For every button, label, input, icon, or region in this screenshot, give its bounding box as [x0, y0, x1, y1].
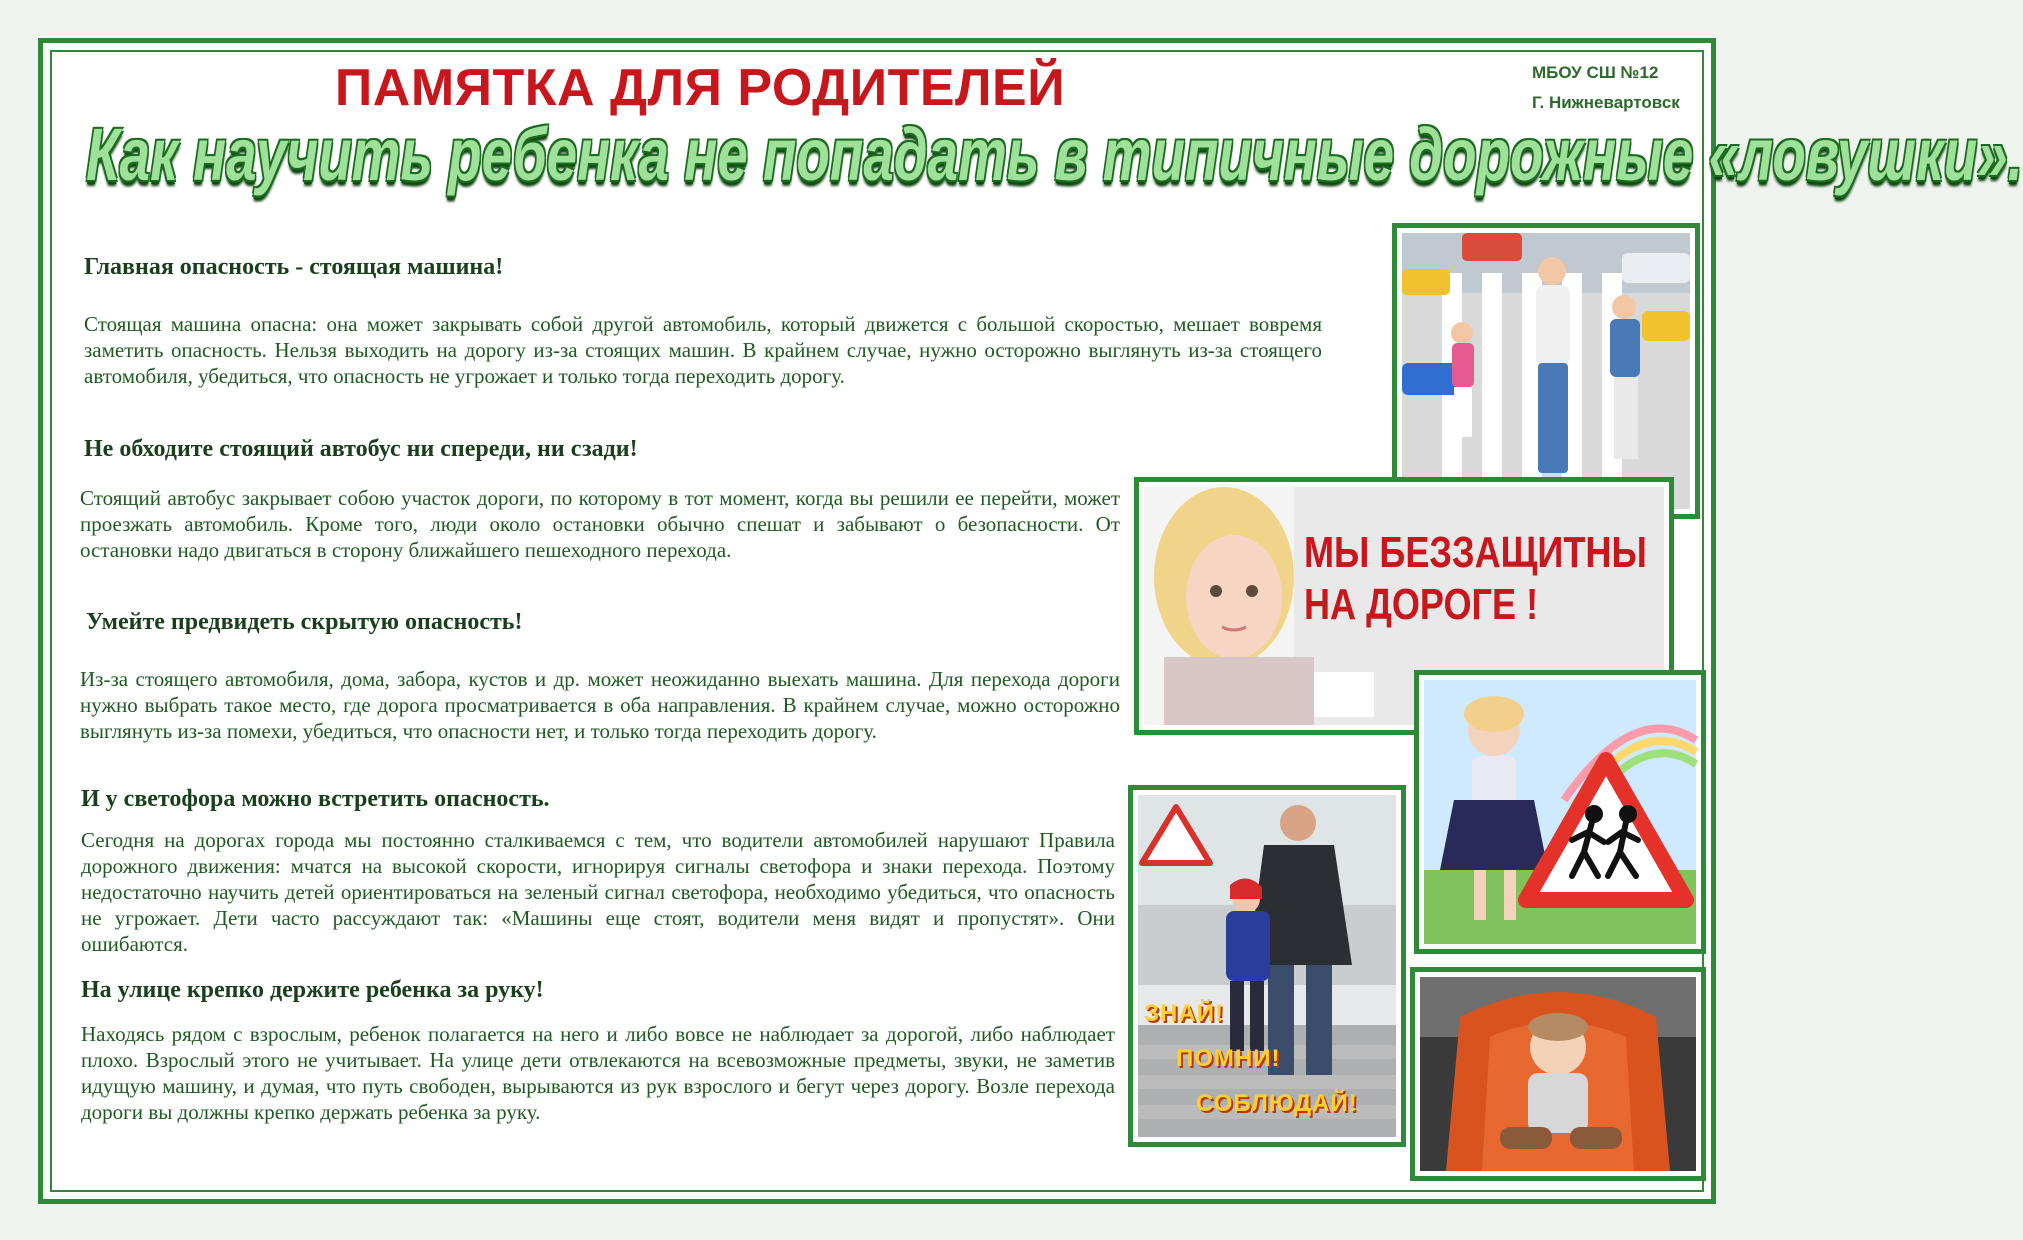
section-heading-3: Умейте предвидеть скрытую опасность!: [86, 609, 523, 635]
page-subtitle: Как научить ребенка не попадать в типичные дорожные «ловушки».: [86, 113, 2023, 196]
slogan-2: ПОМНИ!: [1176, 1045, 1281, 1072]
page-title: ПАМЯТКА ДЛЯ РОДИТЕЛЕЙ: [334, 59, 1066, 117]
section-text-5: Находясь рядом с взрослым, ребенок полагается на него и либо вовсе не наблюдает за дорогой, либо наблюдает плохо. Взрослый этого не учитывает. На улице дети отвлекаются на всевозможные предметы, звуки, не заметив идущую машину, и думая, что путь свободен, вырываются из рук взрослого и бегут через дорогу. Возле перехода дороги вы должны крепко держать ребенка за руку.: [81, 1022, 1115, 1124]
school-name: МБОУ СШ №12: [1532, 63, 1659, 82]
section-heading-1: Главная опасность - стоящая машина!: [84, 254, 504, 280]
photo-crosswalk-family: [1392, 223, 1700, 519]
banner-text: [1304, 527, 1647, 631]
section-text-1: Стоящая машина опасна: она может закрывать собой другой автомобиль, который движется с большой скоростью, мешает вовремя заметить опасность. Нельзя выходить на дорогу из-за стоящих машин. В крайнем случае, нужно осторожно выглянуть из-за стоящего автомобиля, убедиться, что опасность не угрожает и только тогда переходить дорогу.: [84, 312, 1322, 388]
section-heading-4: И у светофора можно встретить опасность.: [81, 786, 550, 812]
girl-sign-illustration: [1424, 680, 1696, 944]
crosswalk-family-illustration: [1402, 233, 1690, 509]
slogan-3: СОБЛЮДАЙ!: [1196, 1090, 1358, 1117]
banner-line-1: МЫ БЕЗЗАЩИТНЫ: [1304, 528, 1647, 577]
slogan-1: ЗНАЙ!: [1144, 1000, 1224, 1027]
section-heading-2: Не обходите стоящий автобус ни спереди, ни сзади!: [84, 436, 638, 462]
section-heading-5: На улице крепко держите ребенка за руку!: [81, 977, 544, 1003]
section-text-2: Стоящий автобус закрывает собою участок дороги, по которому в тот момент, когда вы решили ее перейти, может проезжать автомобиль. Кроме того, люди около остановки обычно спешат и забывают о безопасности. От остановки надо двигаться в сторону ближайшего пешеходного перехода.: [80, 486, 1120, 562]
section-text-3: Из-за стоящего автомобиля, дома, забора, кустов и др. может неожиданно выехать машина. Для перехода дороги нужно выбрать такое место, где дорога просматривается в оба направления. В крайнем случае, можно осторожно выглянуть из-за помехи, убедиться, что опасности нет, и только тогда переходить дорогу.: [80, 667, 1120, 743]
photo-crossing-adult-child: [1128, 785, 1406, 1147]
school-info: [1532, 58, 1680, 118]
school-city: Г. Нижневартовск: [1532, 93, 1680, 112]
photo-girl-with-sign: [1414, 670, 1706, 954]
section-text-4: Сегодня на дорогах города мы постоянно сталкиваемся с тем, что водители автомобилей нарушают Правила дорожного движения: мчатся на высокой скорости, игнорируя сигналы светофора и знаки перехода. Поэтому недостаточно научить детей ориентироваться на зеленый сигнал светофора, необходимо убедиться, что опасность не угрожает. Дети часто рассуждают так: «Машины еще стоят, водители меня видят и пропустят». Они ошибаются.: [81, 828, 1115, 956]
crossing-illustration: [1138, 795, 1396, 1137]
photo-child-car-seat: [1410, 967, 1706, 1181]
car-seat-illustration: [1420, 977, 1696, 1171]
banner-line-2: НА ДОРОГЕ !: [1304, 580, 1539, 629]
